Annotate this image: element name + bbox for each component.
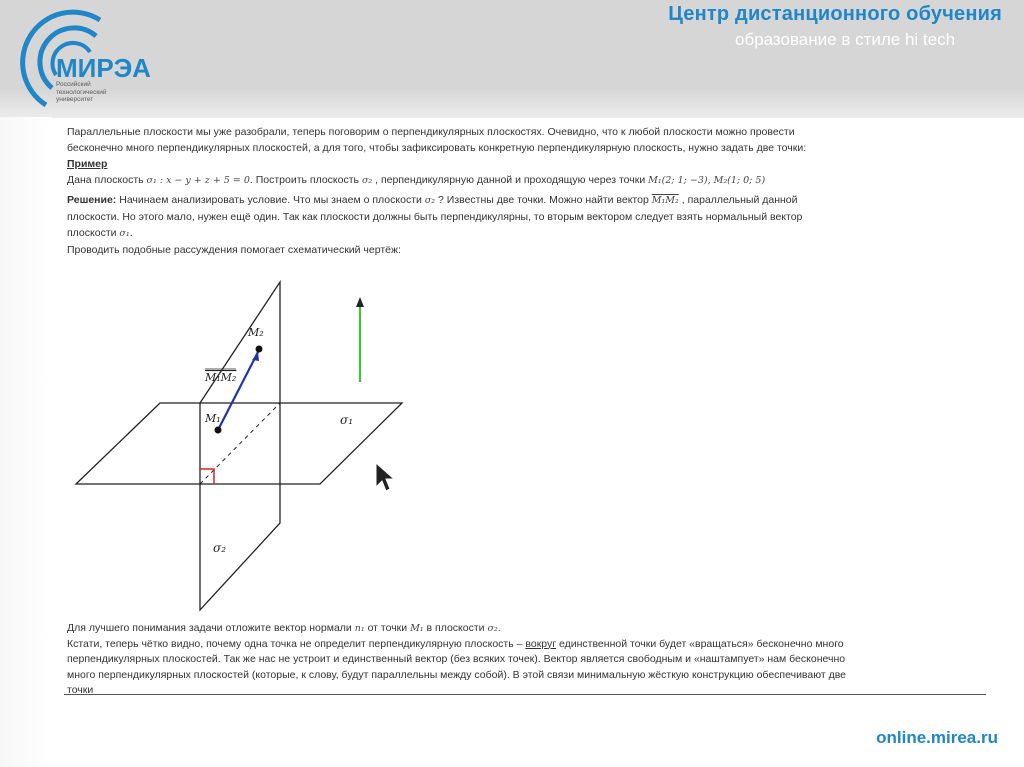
logo-wordmark: МИРЭА: [56, 53, 151, 83]
solution-line: Решение: Начинаем анализировать условие. Что мы знаем о плоскости σ₂ ? Известны две точки. Можно найти вектор M₁M₂ , параллельный данной: [67, 194, 798, 206]
task-statement: Дана плоскость σ₁ : x − y + z + 5 = 0. Построить плоскость σ₂ , перпендикулярную данной и проходящую через точки M₁(2; 1; −3), M₂(1; 0; 5): [67, 174, 766, 186]
center-title: Центр дистанционного обучения: [668, 3, 1002, 25]
link-vokrug[interactable]: вокруг: [525, 637, 557, 650]
document-text: [67, 124, 957, 258]
bottom-paragraph-1: Для лучшего понимания задачи отложите вектор нормали n₁ от точки M₁ в плоскости σ₂.: [67, 622, 501, 634]
solution-line: плоскости. Но этого мало, нужен ещё один. Так как плоскости должны быть перпендикулярны, то вторым вектором следует взять нормальный вектор: [67, 211, 803, 223]
point-m2: [256, 346, 263, 353]
logo-subtitle: Российский технологический университет: [56, 81, 107, 103]
label-sigma1: σ₁: [340, 413, 354, 427]
bottom-line: перпендикулярных плоскостей. Так же нас не устроит и единственный вектор (без всяких точек). Вектор является свободным и «наштампует» нам бесконечно: [67, 653, 846, 665]
label-m1: M₁: [205, 412, 221, 425]
bottom-line: много перпендикулярных плоскостей (которые, к слову, будут параллельны между собой). В этой связи минимальную жёсткую конструкцию обеспечивают две: [67, 668, 847, 681]
label-sigma2: σ₂: [213, 541, 227, 555]
solution-line: плоскости σ₁.: [67, 227, 133, 239]
label-vector: M₁M₂: [205, 371, 237, 384]
vector-m1m2: [218, 352, 258, 430]
bottom-paragraph-2: Кстати, теперь чётко видно, почему одна точка не определит перпендикулярную плоскость – вокруг единственной точки будет «вращаться» бесконечно много: [67, 637, 844, 650]
bottom-divider: [64, 694, 986, 695]
schematic-figure: [60, 270, 420, 615]
plane-sigma2: [200, 282, 280, 610]
intro-line: Параллельные плоскости мы уже разобрали, теперь поговорим о перпендикулярных плоскостях. Очевидно, что к любой плоскости можно провести: [67, 126, 795, 138]
footer-url[interactable]: online.mirea.ru: [876, 728, 998, 747]
hint-line: Проводить подобные рассуждения помогает схематический чертёж:: [67, 244, 401, 256]
label-m2: M₂: [248, 326, 264, 339]
intro-line: бесконечно много перпендикулярных плоскостей, а для того, чтобы зафиксировать конкретную перпендикулярную плоскость, нужно задать две точки:: [67, 142, 807, 154]
example-label: Пример: [67, 158, 108, 170]
left-shade: [0, 117, 52, 767]
bottom-line: точки: [67, 684, 94, 693]
plane-sigma1: [76, 403, 402, 484]
center-subtitle: образование в стиле hi tech: [735, 30, 956, 49]
document-text-bottom: [67, 621, 967, 693]
mouse-cursor-icon: [374, 461, 394, 493]
point-m1: [215, 427, 222, 434]
